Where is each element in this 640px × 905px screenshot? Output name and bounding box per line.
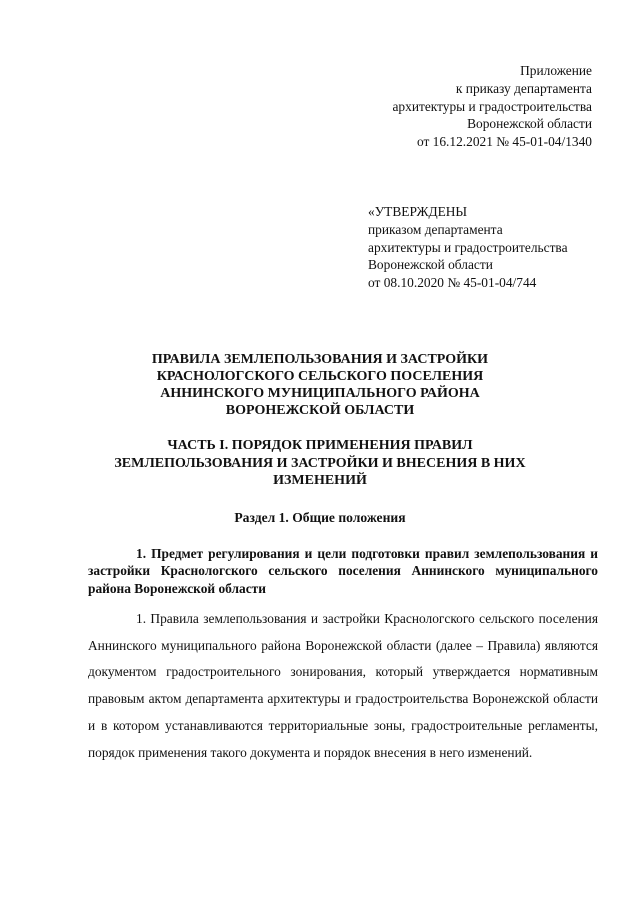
title-line: АННИНСКОГО МУНИЦИПАЛЬНОГО РАЙОНА (160, 386, 480, 401)
part-line: ЧАСТЬ I. ПОРЯДОК ПРИМЕНЕНИЯ ПРАВИЛ (167, 438, 473, 453)
approved-line: архитектуры и градостроительства (368, 239, 568, 255)
article-heading: 1. Предмет регулирования и цели подготовки правил землепользования и застройки Краснологского сельского поселения Аннинского муниципального района Воронежской области (88, 546, 598, 596)
approved-line: «УТВЕРЖДЕНЫ (368, 204, 468, 219)
part-line: ЗЕМЛЕПОЛЬЗОВАНИЯ И ЗАСТРОЙКИ И ВНЕСЕНИЯ В НИХ (114, 455, 526, 471)
document-title (80, 351, 560, 419)
approved-block (368, 203, 568, 292)
body-paragraph: 1. Правила землепользования и застройки Краснологского сельского поселения Аннинского муниципального района Воронежской области (далее – Правила) являются документом градостроительного зонирования, который утверждается нормативным правовым актом департамента архитектуры и градостроительства Воронежской области и в котором устанавливаются территориальные зоны, градостроительные регламенты, порядок применения такого документа и порядок внесения в него изменений. (88, 611, 598, 760)
approved-line: Воронежской области (368, 257, 493, 273)
part-heading (80, 437, 560, 490)
approved-line: приказом департамента (368, 221, 503, 237)
approved-line: от 08.10.2020 № 45-01-04/744 (368, 275, 537, 291)
appendix-line: Приложение (520, 63, 592, 78)
title-line: КРАСНОЛОГСКОГО СЕЛЬСКОГО ПОСЕЛЕНИЯ (156, 369, 484, 384)
appendix-line: от 16.12.2021 № 45-01-04/1340 (416, 134, 592, 150)
title-line: ПРАВИЛА ЗЕМЛЕПОЛЬЗОВАНИЯ И ЗАСТРОЙКИ (151, 352, 489, 367)
appendix-line: Воронежской области (467, 116, 592, 132)
section-heading: Раздел 1. Общие положения (234, 510, 406, 525)
title-line: ВОРОНЕЖСКОЙ ОБЛАСТИ (225, 403, 415, 418)
appendix-line: архитектуры и градостроительства (392, 98, 592, 114)
part-line: ИЗМЕНЕНИЙ (273, 473, 367, 488)
appendix-block (392, 62, 592, 151)
appendix-line: к приказу департамента (455, 80, 592, 96)
